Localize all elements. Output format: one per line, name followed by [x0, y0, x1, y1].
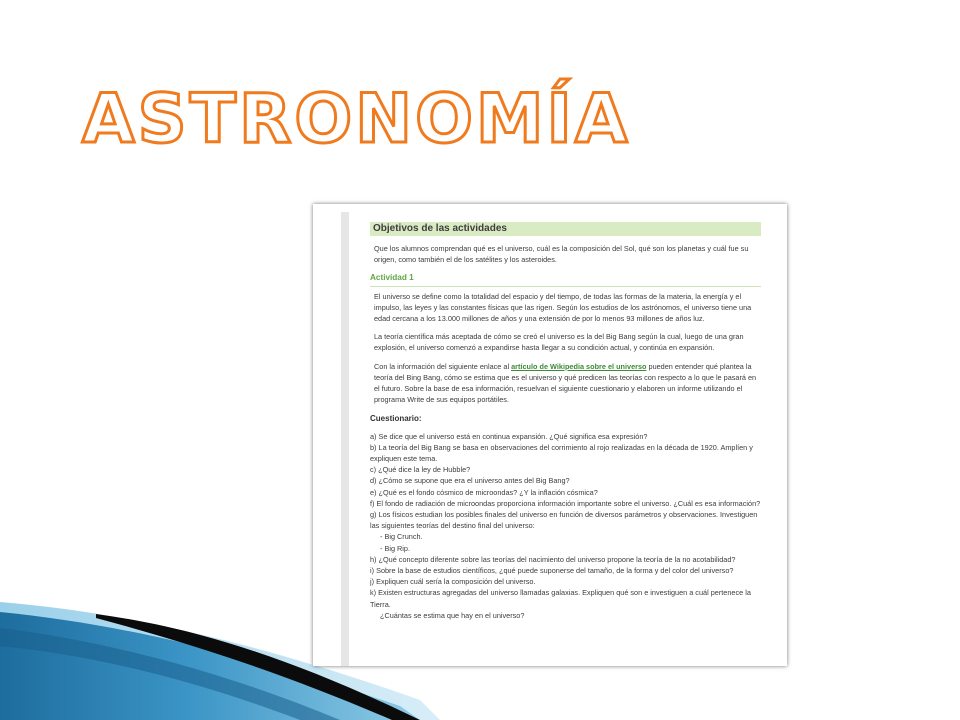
question-item: c) ¿Qué dice la ley de Hubble?: [370, 465, 471, 475]
objectives-text: Que los alumnos comprendan qué es el universo, cuál es la composición del Sol, qué son los planetas y cuál fue su origen, como también el de los satélites y los asteroides.: [374, 244, 749, 265]
big-bang-paragraph: La teoría científica más aceptada de cómo se creó el universo es la del Big Bang según la cual, luego de una gran explosión, el universo comenzó a expandirse hasta llegar a su condición actual, y continúa en expansión.: [374, 332, 744, 353]
document-screenshot: [313, 204, 787, 666]
question-item: d) ¿Cómo se supone que era el universo antes del Big Bang?: [370, 476, 570, 486]
instructions-text-start: Con la información del siguiente enlace al: [374, 361, 512, 371]
document-side-bar: [341, 212, 349, 666]
question-item: h) ¿Qué concepto diferente sobre las teorías del nacimiento del universo propone la teoría de la no acotabilidad?: [370, 554, 736, 564]
questionnaire-heading: Cuestionario:: [370, 414, 422, 424]
objectives-heading: Objetivos de las actividades: [370, 222, 761, 236]
question-item: i) Sobre la base de estudios científicos, ¿qué puede suponerse del tamaño, de la forma y del color del universo?: [370, 566, 734, 576]
question-item: f) El fondo de radiación de microondas proporciona información importante sobre el universo. ¿Cuál es esa información?: [370, 498, 761, 508]
questionnaire-list: [370, 431, 761, 621]
question-item: a) Se dice que el universo está en continua expansión. ¿Qué significa esa expresión?: [370, 431, 648, 441]
activity-heading: Actividad 1: [370, 272, 761, 286]
slide-title: ASTRONOMÍA: [82, 80, 631, 159]
question-item: j) Expliquen cuál sería la composición del universo.: [370, 577, 536, 587]
question-item: k) Existen estructuras agregadas del universo llamadas galaxias. Expliquen qué son e investiguen a cuál pertenece la Tierra.: [370, 588, 751, 609]
document-body: [370, 222, 761, 621]
question-subitem: - Big Rip.: [380, 543, 411, 553]
question-subitem: ¿Cuántas se estima que hay en el universo?: [380, 610, 525, 620]
instructions-text-end: pueden entender qué plantea la teoría del Bing Bang, cómo se estima que es el universo y qué predicen las teorías con respecto a lo que le pasará en el futuro. Sobre la base de esa información, resuelvan el siguiente cuestionario y elaboren un informe utilizando el programa Write de sus equipos portátiles.: [374, 361, 757, 405]
question-item: b) La teoría del Big Bang se basa en observaciones del corrimiento al rojo realizadas en la década de 1920. Amplíen y expliquen este tema.: [370, 442, 753, 464]
wikipedia-link[interactable]: artículo de Wikipedia sobre el universo: [511, 361, 647, 371]
question-item: g) Los físicos estudian los posibles finales del universo en función de diversos parámetros y observaciones. Investiguen las siguientes teorías del destino final del universo:: [370, 510, 758, 531]
universe-definition-paragraph: El universo se define como la totalidad del espacio y del tiempo, de todas las formas de la materia, la energía y el impulso, las leyes y las constantes físicas que las rigen. Según los estudios de los astrónomos, el universo tiene una edad cercana a los 13.000 millones de años y una extensión de por lo menos 93 millones de años luz.: [374, 291, 752, 324]
instructions-paragraph: [374, 361, 761, 406]
question-item: e) ¿Qué es el fondo cósmico de microondas? ¿Y la inflación cósmica?: [370, 487, 598, 497]
question-subitem: - Big Crunch.: [380, 532, 423, 542]
